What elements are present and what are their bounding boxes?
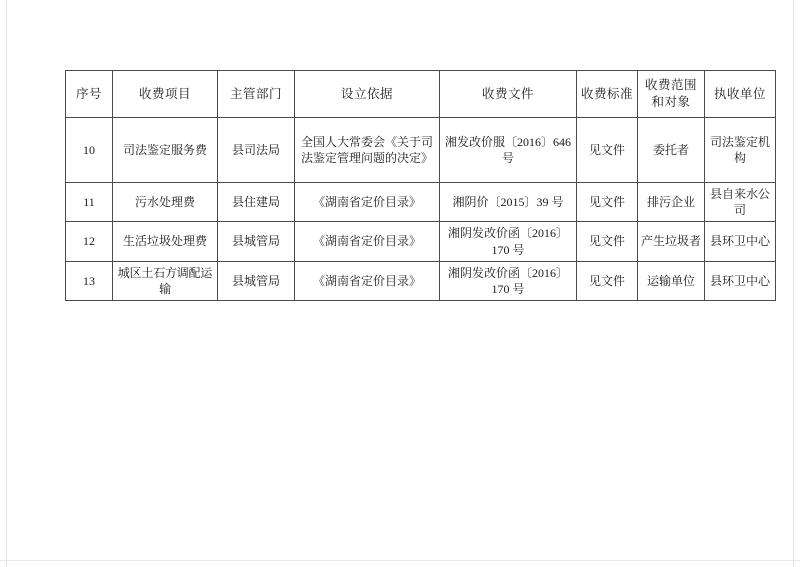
column-header-dept: 主管部门 bbox=[218, 71, 295, 118]
cell-unit: 司法鉴定机构 bbox=[705, 118, 776, 183]
table-row bbox=[66, 261, 776, 300]
cell-basis: 《湖南省定价目录》 bbox=[295, 183, 440, 222]
cell-scope: 排污企业 bbox=[638, 183, 705, 222]
cell-no: 10 bbox=[66, 118, 113, 183]
fee-schedule-table bbox=[65, 70, 776, 301]
column-header-document: 收费文件 bbox=[440, 71, 577, 118]
column-header-standard: 收费标准 bbox=[577, 71, 638, 118]
cell-basis: 全国人大常委会《关于司法鉴定管理问题的决定》 bbox=[295, 118, 440, 183]
column-header-scope: 收费范围和对象 bbox=[638, 71, 705, 118]
cell-unit: 县自来水公司 bbox=[705, 183, 776, 222]
cell-standard: 见文件 bbox=[577, 118, 638, 183]
cell-item: 城区土石方调配运输 bbox=[113, 261, 218, 300]
table-body bbox=[66, 118, 776, 301]
cell-item: 污水处理费 bbox=[113, 183, 218, 222]
cell-document: 湘阴发改价函〔2016〕170 号 bbox=[440, 261, 577, 300]
cell-standard: 见文件 bbox=[577, 261, 638, 300]
column-header-no: 序号 bbox=[66, 71, 113, 118]
column-header-basis: 设立依据 bbox=[295, 71, 440, 118]
cell-no: 11 bbox=[66, 183, 113, 222]
scan-edge-right bbox=[793, 0, 794, 567]
cell-scope: 运输单位 bbox=[638, 261, 705, 300]
cell-document: 湘阴价〔2015〕39 号 bbox=[440, 183, 577, 222]
cell-dept: 县城管局 bbox=[218, 261, 295, 300]
table-header-row bbox=[66, 71, 776, 118]
cell-dept: 县住建局 bbox=[218, 183, 295, 222]
cell-document: 湘发改价服〔2016〕646 号 bbox=[440, 118, 577, 183]
scan-edge-left bbox=[6, 0, 7, 567]
cell-unit: 县环卫中心 bbox=[705, 261, 776, 300]
cell-scope: 产生垃圾者 bbox=[638, 222, 705, 261]
cell-dept: 县司法局 bbox=[218, 118, 295, 183]
table-header bbox=[66, 71, 776, 118]
column-header-unit: 执收单位 bbox=[705, 71, 776, 118]
cell-no: 12 bbox=[66, 222, 113, 261]
cell-standard: 见文件 bbox=[577, 183, 638, 222]
cell-standard: 见文件 bbox=[577, 222, 638, 261]
cell-document: 湘阴发改价函〔2016〕170 号 bbox=[440, 222, 577, 261]
table-row bbox=[66, 222, 776, 261]
cell-item: 生活垃圾处理费 bbox=[113, 222, 218, 261]
table-row bbox=[66, 183, 776, 222]
column-header-item: 收费项目 bbox=[113, 71, 218, 118]
cell-item: 司法鉴定服务费 bbox=[113, 118, 218, 183]
cell-basis: 《湖南省定价目录》 bbox=[295, 222, 440, 261]
cell-scope: 委托者 bbox=[638, 118, 705, 183]
cell-no: 13 bbox=[66, 261, 113, 300]
scan-edge-bottom bbox=[0, 560, 800, 561]
cell-dept: 县城管局 bbox=[218, 222, 295, 261]
cell-basis: 《湖南省定价目录》 bbox=[295, 261, 440, 300]
cell-unit: 县环卫中心 bbox=[705, 222, 776, 261]
table-row bbox=[66, 118, 776, 183]
